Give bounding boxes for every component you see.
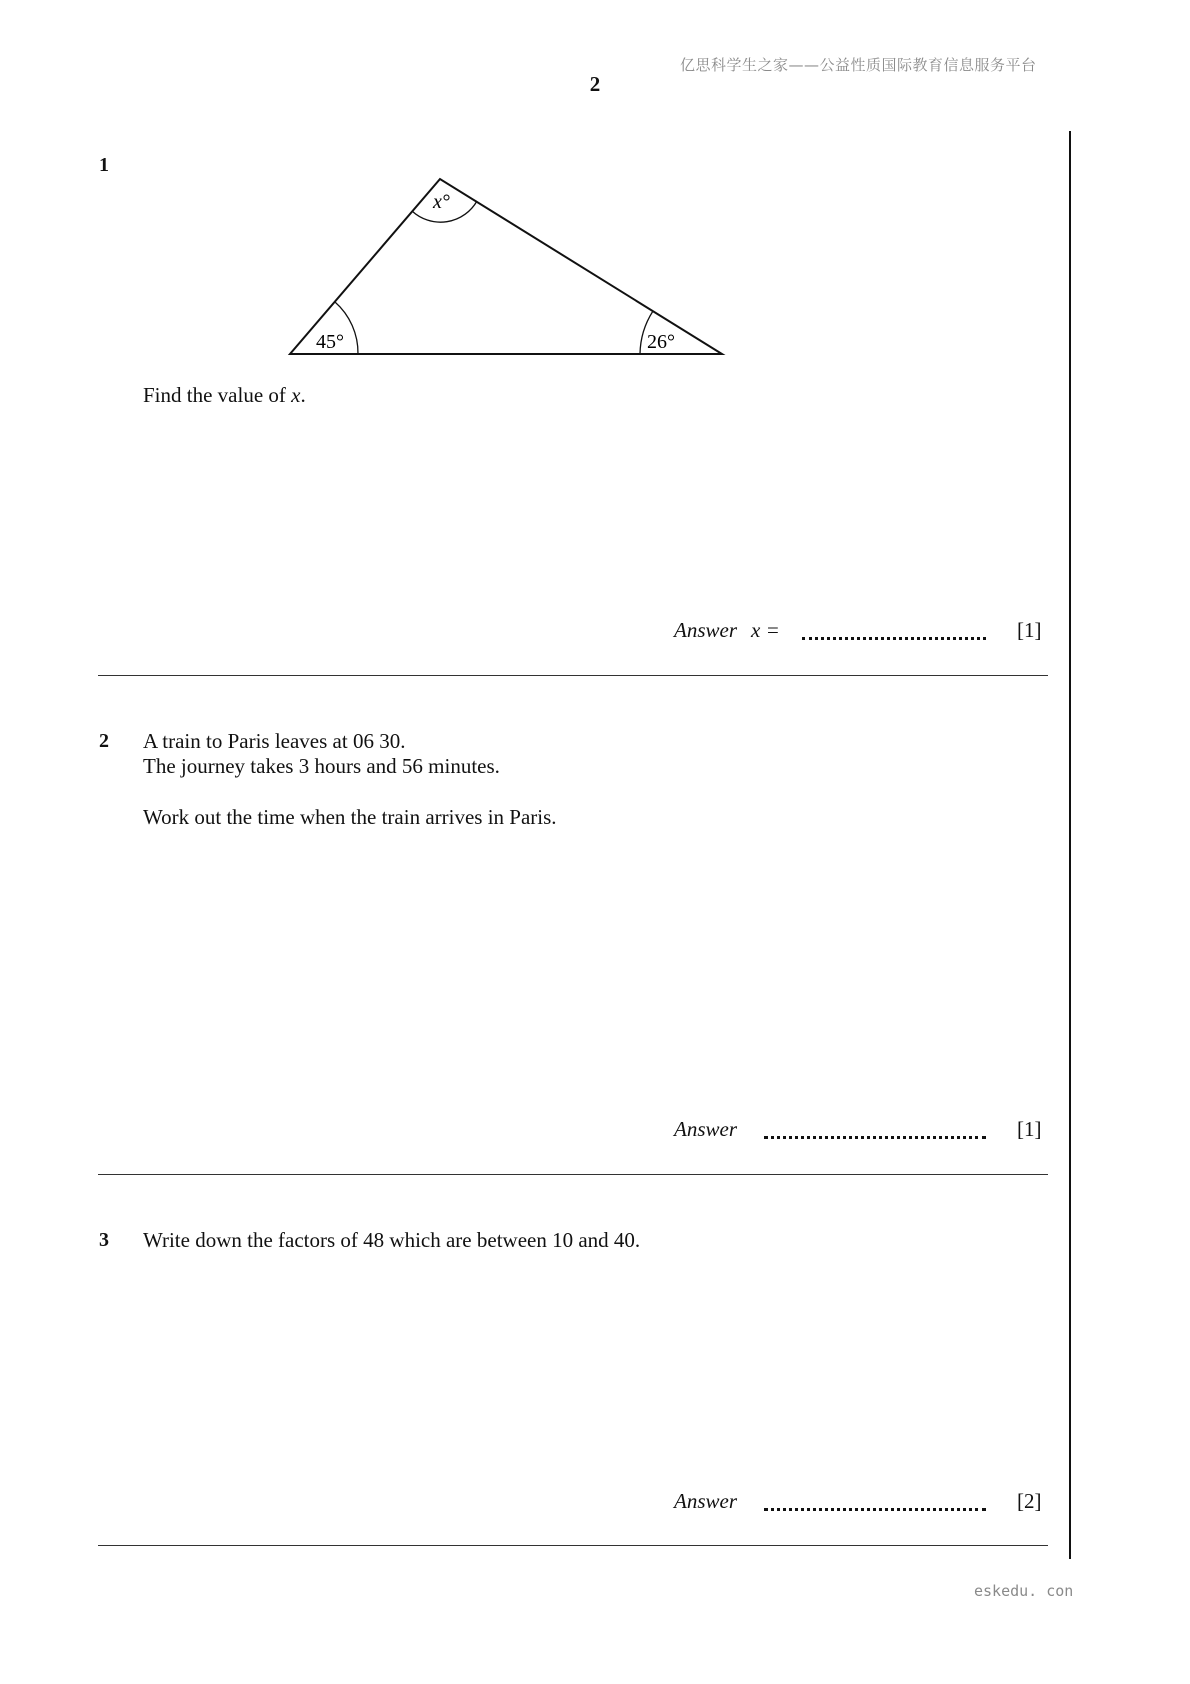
question-1-number: 1 bbox=[99, 154, 109, 176]
question-3-answer-label: Answer bbox=[674, 1489, 737, 1513]
question-1-prompt bbox=[143, 382, 306, 408]
question-2-answer-label: Answer bbox=[674, 1117, 737, 1141]
question-3-number: 3 bbox=[99, 1229, 109, 1251]
angle-label-top: x° bbox=[433, 191, 450, 213]
footer-watermark: eskedu. con bbox=[974, 1582, 1074, 1600]
triangle-shape bbox=[290, 179, 722, 354]
question-2-number: 2 bbox=[99, 730, 109, 752]
question-1-marks: [1] bbox=[1017, 618, 1042, 642]
header-watermark: 亿思科学生之家——公益性质国际教育信息服务平台 bbox=[680, 56, 1037, 74]
question-1-prompt-var: x bbox=[291, 383, 301, 407]
question-2-answer-field[interactable] bbox=[764, 1136, 986, 1139]
question-3-prompt: Write down the factors of 48 which are between 10 and 40. bbox=[143, 1228, 641, 1252]
question-2-marks: [1] bbox=[1017, 1117, 1042, 1141]
divider-1 bbox=[98, 675, 1048, 676]
question-2-line-1: A train to Paris leaves at 06 30. bbox=[143, 729, 406, 753]
question-1-answer-var: x = bbox=[751, 618, 780, 642]
question-3-marks: [2] bbox=[1017, 1489, 1042, 1513]
question-1-prompt-end: . bbox=[300, 383, 306, 407]
angle-label-right: 26° bbox=[647, 331, 675, 353]
triangle-diagram bbox=[0, 0, 1190, 400]
question-1-answer-field[interactable] bbox=[802, 637, 986, 640]
page-number: 2 bbox=[589, 72, 601, 96]
question-2-prompt: Work out the time when the train arrives in Paris. bbox=[143, 805, 557, 829]
question-1-answer-label: Answer bbox=[674, 618, 737, 642]
question-3-answer-field[interactable] bbox=[764, 1508, 986, 1511]
divider-3 bbox=[98, 1545, 1048, 1546]
question-1-prompt-text: Find the value of bbox=[143, 383, 292, 407]
question-2-line-2: The journey takes 3 hours and 56 minutes. bbox=[143, 754, 500, 778]
angle-label-left: 45° bbox=[316, 331, 344, 353]
divider-2 bbox=[98, 1174, 1048, 1175]
